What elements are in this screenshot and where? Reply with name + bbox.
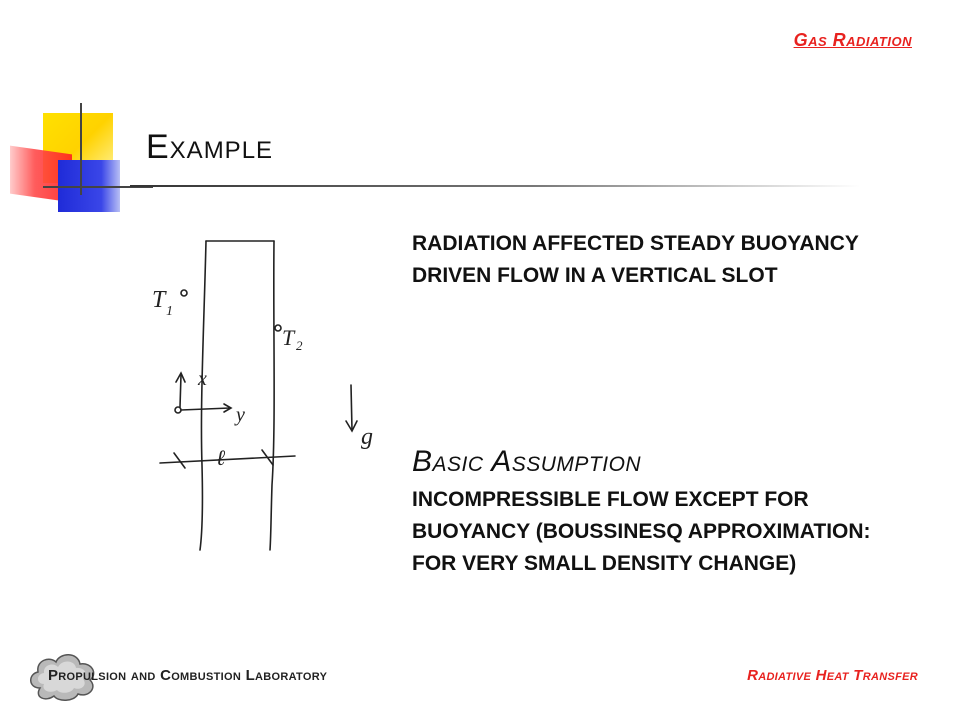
t1-subscript: 1: [166, 304, 173, 319]
title-rule: [130, 185, 860, 187]
assumption-heading: Basic Assumption: [412, 445, 642, 478]
gravity-arrow: [351, 385, 352, 430]
gravity-label: g: [361, 424, 373, 450]
y-label: y: [236, 404, 245, 426]
width-tick-left: [174, 453, 185, 468]
assumption-text: INCOMPRESSIBLE FLOW EXCEPT FOR BUOYANCY (BOUSSINESQ APPROXIMATION: FOR VERY SMALL DENSITY CHANGE): [412, 488, 871, 575]
t2-point: [275, 325, 281, 331]
slot-right-wall: [270, 241, 274, 550]
slide-title: Example: [146, 128, 274, 166]
t2-subscript: 2: [296, 338, 303, 353]
t1-label: T: [152, 287, 166, 313]
decor-vertical-line: [80, 103, 82, 195]
decorative-squares: [0, 95, 140, 225]
t2-label: T: [282, 325, 295, 350]
slot-left-wall: [200, 241, 206, 550]
section-link-gas-radiation[interactable]: Gas Radiation: [793, 30, 912, 50]
x-label: x: [198, 368, 207, 390]
x-axis-arrow: [180, 375, 181, 407]
slide-description: RADIATION AFFECTED STEADY BUOYANCY DRIVEN FLOW IN A VERTICAL SLOT: [412, 232, 859, 287]
y-axis-arrow: [181, 408, 230, 410]
footer-course-name: Radiative Heat Transfer: [747, 667, 918, 684]
footer-lab-name: Propulsion and Combustion Laboratory: [48, 667, 328, 684]
width-label: ℓ: [216, 445, 226, 470]
origin-point: [175, 407, 181, 413]
vertical-slot-sketch: [140, 225, 410, 565]
t1-point: [181, 290, 187, 296]
